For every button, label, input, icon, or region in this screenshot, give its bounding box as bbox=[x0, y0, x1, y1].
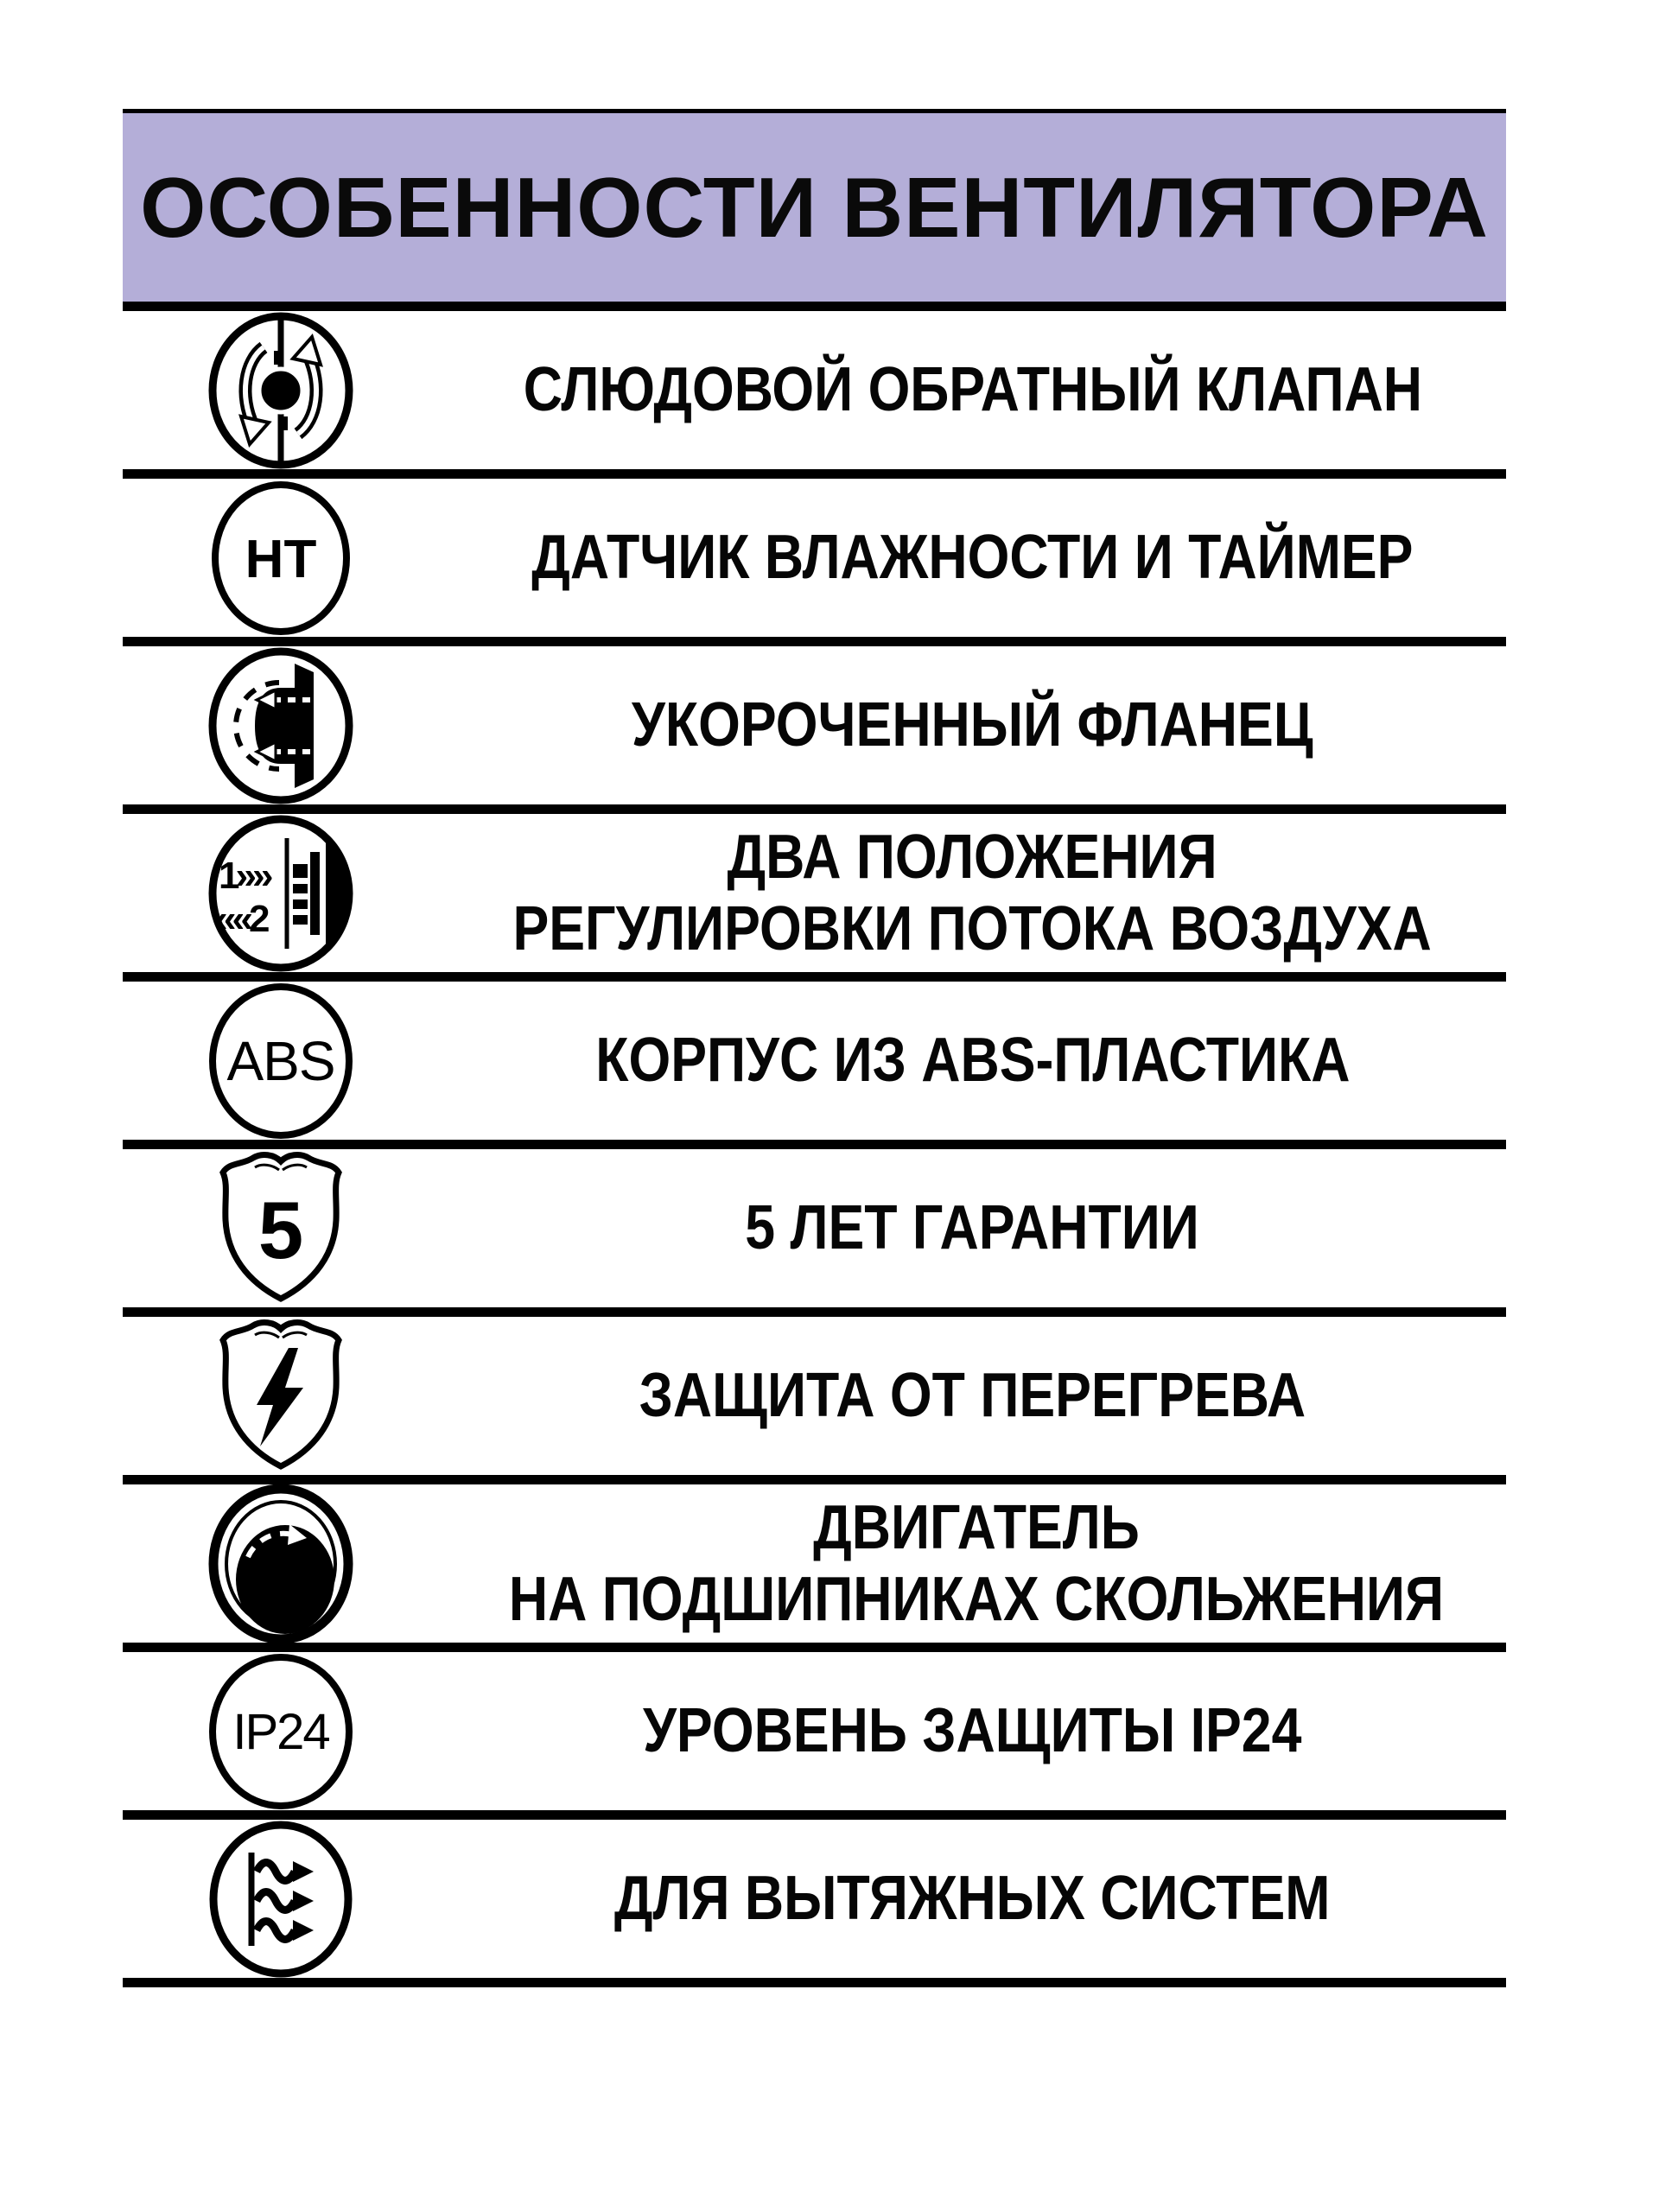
sliding-bearing-icon bbox=[205, 1483, 357, 1645]
svg-text:1»»: 1»» bbox=[219, 854, 270, 897]
ip24-icon bbox=[205, 1650, 357, 1813]
feature-row bbox=[123, 646, 1506, 814]
feature-row bbox=[123, 1820, 1506, 1987]
exhaust-systems-icon bbox=[205, 1818, 357, 1980]
check-valve-icon bbox=[205, 309, 357, 472]
feature-label: ДВИГАТЕЛЬ НА ПОДШИПНИКАХ СКОЛЬЖЕНИЯ bbox=[508, 1493, 1445, 1634]
feature-label: ЗАЩИТА ОТ ПЕРЕГРЕВА bbox=[639, 1361, 1306, 1431]
feature-label: ДЛЯ ВЫТЯЖНЫХ СИСТЕМ bbox=[614, 1864, 1331, 1934]
feature-row bbox=[123, 479, 1506, 646]
feature-label: 5 ЛЕТ ГАРАНТИИ bbox=[745, 1193, 1200, 1263]
warranty-shield-icon bbox=[205, 1147, 357, 1310]
feature-row bbox=[123, 1149, 1506, 1317]
svg-text:IP24: IP24 bbox=[232, 1703, 329, 1760]
abs-plastic-icon bbox=[205, 980, 357, 1142]
feature-label: УКОРОЧЕННЫЙ ФЛАНЕЦ bbox=[632, 690, 1313, 760]
header-banner bbox=[123, 109, 1506, 311]
svg-text:HT: HT bbox=[245, 529, 317, 589]
feature-label: КОРПУС ИЗ ABS-ПЛАСТИКА bbox=[594, 1026, 1351, 1096]
feature-row bbox=[123, 814, 1506, 982]
svg-text:5: 5 bbox=[257, 1184, 304, 1275]
feature-label: ДВА ПОЛОЖЕНИЯ РЕГУЛИРОВКИ ПОТОКА ВОЗДУХА bbox=[512, 823, 1433, 963]
feature-row bbox=[123, 1484, 1506, 1652]
feature-row bbox=[123, 1317, 1506, 1484]
feature-label: ДАТЧИК ВЛАЖНОСТИ И ТАЙМЕР bbox=[531, 523, 1414, 593]
svg-text:««2: ««2 bbox=[215, 897, 266, 940]
two-positions-icon bbox=[205, 812, 357, 975]
feature-label: СЛЮДОВОЙ ОБРАТНЫЙ КЛАПАН bbox=[523, 355, 1422, 425]
humidity-timer-icon bbox=[205, 477, 357, 639]
svg-text:ABS: ABS bbox=[226, 1029, 335, 1092]
feature-row bbox=[123, 982, 1506, 1149]
content-area bbox=[123, 109, 1506, 1987]
page-title: ОСОБЕННОСТИ ВЕНТИЛЯТОРА bbox=[140, 159, 1489, 255]
feature-row bbox=[123, 1652, 1506, 1820]
feature-label: УРОВЕНЬ ЗАЩИТЫ IP24 bbox=[643, 1696, 1302, 1766]
overheat-protection-icon bbox=[205, 1315, 357, 1478]
short-flange-icon bbox=[205, 645, 357, 807]
feature-row bbox=[123, 311, 1506, 479]
